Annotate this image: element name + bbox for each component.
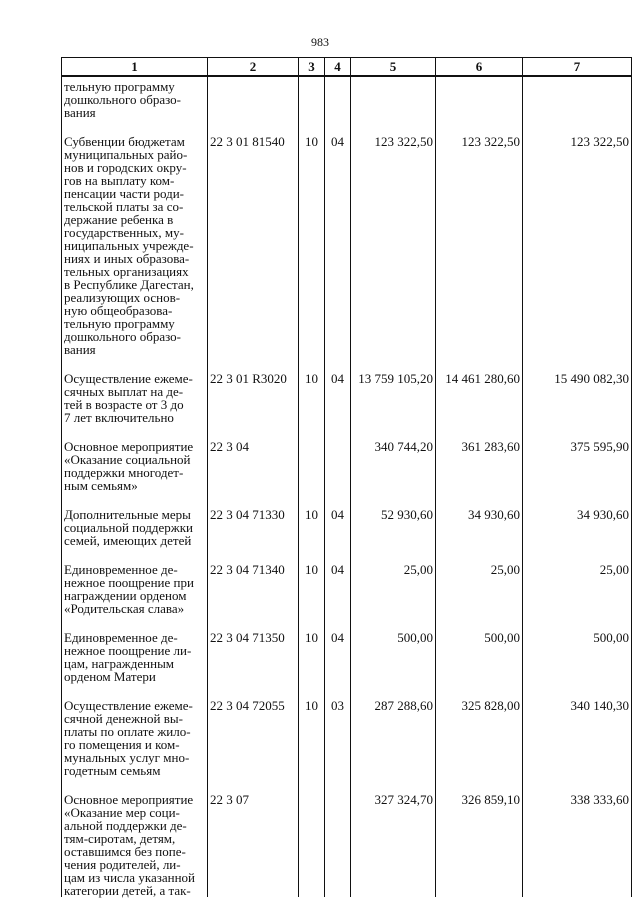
subsection-cell	[325, 793, 351, 897]
item-name-line: тельской платы за со-	[64, 199, 184, 214]
subsection-cell: 04	[325, 372, 351, 440]
item-name-line: категории детей, а так-	[64, 883, 191, 898]
item-name-cell	[62, 563, 208, 631]
amount-year-3-cell: 15 490 082,30	[523, 372, 632, 440]
item-name-line: дошкольного образо-	[64, 92, 182, 107]
amount-year-3-cell: 123 322,50	[523, 135, 632, 372]
item-name-cell	[62, 440, 208, 508]
table-row	[62, 372, 632, 440]
amount-year-3-cell: 500,00	[523, 631, 632, 699]
item-name-line: тельную программу	[64, 79, 175, 94]
item-name-line: тельную программу	[64, 316, 175, 331]
column-header-6: 6	[436, 58, 523, 77]
section-cell: 10	[299, 631, 325, 699]
amount-year-1-cell: 123 322,50	[351, 135, 436, 372]
column-header-5: 5	[351, 58, 436, 77]
item-name-line: реализующих основ-	[64, 290, 181, 305]
section-cell: 10	[299, 508, 325, 563]
item-name-line: Основное мероприятие	[64, 792, 194, 807]
section-cell	[299, 440, 325, 508]
item-name-line: вания	[64, 105, 96, 120]
amount-year-2-cell: 14 461 280,60	[436, 372, 523, 440]
column-header-2: 2	[208, 58, 299, 77]
item-name-line: ниципальных учрежде-	[64, 238, 194, 253]
amount-year-2-cell: 326 859,10	[436, 793, 523, 897]
amount-year-1-cell: 500,00	[351, 631, 436, 699]
budget-code-cell: 22 3 04 71330	[208, 508, 299, 563]
item-name-line: нов и городских окру-	[64, 160, 187, 175]
item-name-line: сячной денежной вы-	[64, 711, 183, 726]
item-name-line: «Родительская слава»	[64, 601, 185, 616]
column-header-3: 3	[299, 58, 325, 77]
item-name-line: Субвенции бюджетам	[64, 134, 185, 149]
item-name-line: ным семьям»	[64, 478, 138, 493]
item-name-line: государственных, му-	[64, 225, 184, 240]
item-name-line: вания	[64, 342, 96, 357]
item-name-line: оставшимся без попе-	[64, 844, 186, 859]
amount-year-3-cell	[523, 76, 632, 135]
item-name-line: Дополнительные меры	[64, 507, 191, 522]
subsection-cell	[325, 440, 351, 508]
item-name-cell	[62, 793, 208, 897]
budget-code-cell: 22 3 01 R3020	[208, 372, 299, 440]
table-row	[62, 563, 632, 631]
amount-year-2-cell: 500,00	[436, 631, 523, 699]
table-row	[62, 793, 632, 897]
section-cell: 10	[299, 699, 325, 793]
column-header-7: 7	[523, 58, 632, 77]
item-name-line: держание ребенка в	[64, 212, 174, 227]
item-name-line: нежное поощрение при	[64, 575, 194, 590]
amount-year-1-cell	[351, 76, 436, 135]
item-name-line: Единовременное де-	[64, 562, 178, 577]
item-name-line: нежное поощрение ли-	[64, 643, 192, 658]
subsection-cell: 04	[325, 563, 351, 631]
item-name-line: цам, награжденным	[64, 656, 175, 671]
section-cell: 10	[299, 135, 325, 372]
item-name-line: тям-сиротам, детям,	[64, 831, 176, 846]
item-name-cell	[62, 135, 208, 372]
item-name-line: Осуществление ежеме-	[64, 371, 193, 386]
table-row	[62, 440, 632, 508]
item-name-line: «Оказание социальной	[64, 452, 191, 467]
item-name-line: Основное мероприятие	[64, 439, 194, 454]
budget-code-cell: 22 3 04 71340	[208, 563, 299, 631]
budget-code-cell	[208, 76, 299, 135]
item-name-line: альной поддержки де-	[64, 818, 187, 833]
item-name-line: 7 лет включительно	[64, 410, 174, 425]
page-number: 983	[311, 35, 329, 49]
table-row	[62, 699, 632, 793]
item-name-cell	[62, 372, 208, 440]
item-name-cell	[62, 699, 208, 793]
table-row	[62, 631, 632, 699]
amount-year-2-cell	[436, 76, 523, 135]
item-name-line: пенсации части роди-	[64, 186, 184, 201]
item-name-line: платы по оплате жило-	[64, 724, 191, 739]
table-row	[62, 508, 632, 563]
amount-year-1-cell: 25,00	[351, 563, 436, 631]
item-name-line: «Оказание мер соци-	[64, 805, 180, 820]
amount-year-3-cell: 375 595,90	[523, 440, 632, 508]
section-cell	[299, 76, 325, 135]
item-name-line: Единовременное де-	[64, 630, 178, 645]
budget-code-cell: 22 3 04	[208, 440, 299, 508]
amount-year-2-cell: 361 283,60	[436, 440, 523, 508]
item-name-line: тельных организациях	[64, 264, 189, 279]
section-cell: 10	[299, 372, 325, 440]
amount-year-3-cell: 340 140,30	[523, 699, 632, 793]
amount-year-2-cell: 325 828,00	[436, 699, 523, 793]
item-name-line: ную общеобразова-	[64, 303, 173, 318]
item-name-line: сячных выплат на де-	[64, 384, 184, 399]
column-header-4: 4	[325, 58, 351, 77]
section-cell	[299, 793, 325, 897]
budget-code-cell: 22 3 04 72055	[208, 699, 299, 793]
amount-year-1-cell: 52 930,60	[351, 508, 436, 563]
table-header-row	[62, 58, 632, 77]
amount-year-2-cell: 34 930,60	[436, 508, 523, 563]
item-name-line: в Республике Дагестан,	[64, 277, 194, 292]
table-row	[62, 76, 632, 135]
item-name-line: тей в возрасте от 3 до	[64, 397, 184, 412]
amount-year-1-cell: 327 324,70	[351, 793, 436, 897]
budget-code-cell: 22 3 04 71350	[208, 631, 299, 699]
item-name-cell	[62, 508, 208, 563]
section-cell: 10	[299, 563, 325, 631]
item-name-line: Осуществление ежеме-	[64, 698, 193, 713]
budget-code-cell: 22 3 01 81540	[208, 135, 299, 372]
budget-table	[61, 57, 632, 897]
amount-year-3-cell: 25,00	[523, 563, 632, 631]
item-name-line: семей, имеющих детей	[64, 533, 192, 548]
subsection-cell	[325, 76, 351, 135]
amount-year-2-cell: 123 322,50	[436, 135, 523, 372]
item-name-cell	[62, 631, 208, 699]
subsection-cell: 04	[325, 631, 351, 699]
budget-code-cell: 22 3 07	[208, 793, 299, 897]
amount-year-3-cell: 338 333,60	[523, 793, 632, 897]
amount-year-1-cell: 287 288,60	[351, 699, 436, 793]
item-name-line: цам из числа указанной	[64, 870, 195, 885]
item-name-line: муниципальных райо-	[64, 147, 188, 162]
item-name-line: годетным семьям	[64, 763, 161, 778]
item-name-line: социальной поддержки	[64, 520, 193, 535]
amount-year-1-cell: 340 744,20	[351, 440, 436, 508]
item-name-line: го помещения и ком-	[64, 737, 180, 752]
table-body	[62, 76, 632, 897]
item-name-line: дошкольного образо-	[64, 329, 182, 344]
item-name-line: ниях и иных образова-	[64, 251, 190, 266]
column-header-1: 1	[62, 58, 208, 77]
subsection-cell: 04	[325, 508, 351, 563]
item-name-cell	[62, 76, 208, 135]
table-row	[62, 135, 632, 372]
subsection-cell: 03	[325, 699, 351, 793]
item-name-line: мунальных услуг мно-	[64, 750, 190, 765]
item-name-line: чения родителей, ли-	[64, 857, 181, 872]
amount-year-1-cell: 13 759 105,20	[351, 372, 436, 440]
subsection-cell: 04	[325, 135, 351, 372]
item-name-line: поддержки многодет-	[64, 465, 184, 480]
item-name-line: награждении орденом	[64, 588, 187, 603]
item-name-line: гов на выплату ком-	[64, 173, 175, 188]
item-name-line: орденом Матери	[64, 669, 156, 684]
amount-year-3-cell: 34 930,60	[523, 508, 632, 563]
amount-year-2-cell: 25,00	[436, 563, 523, 631]
